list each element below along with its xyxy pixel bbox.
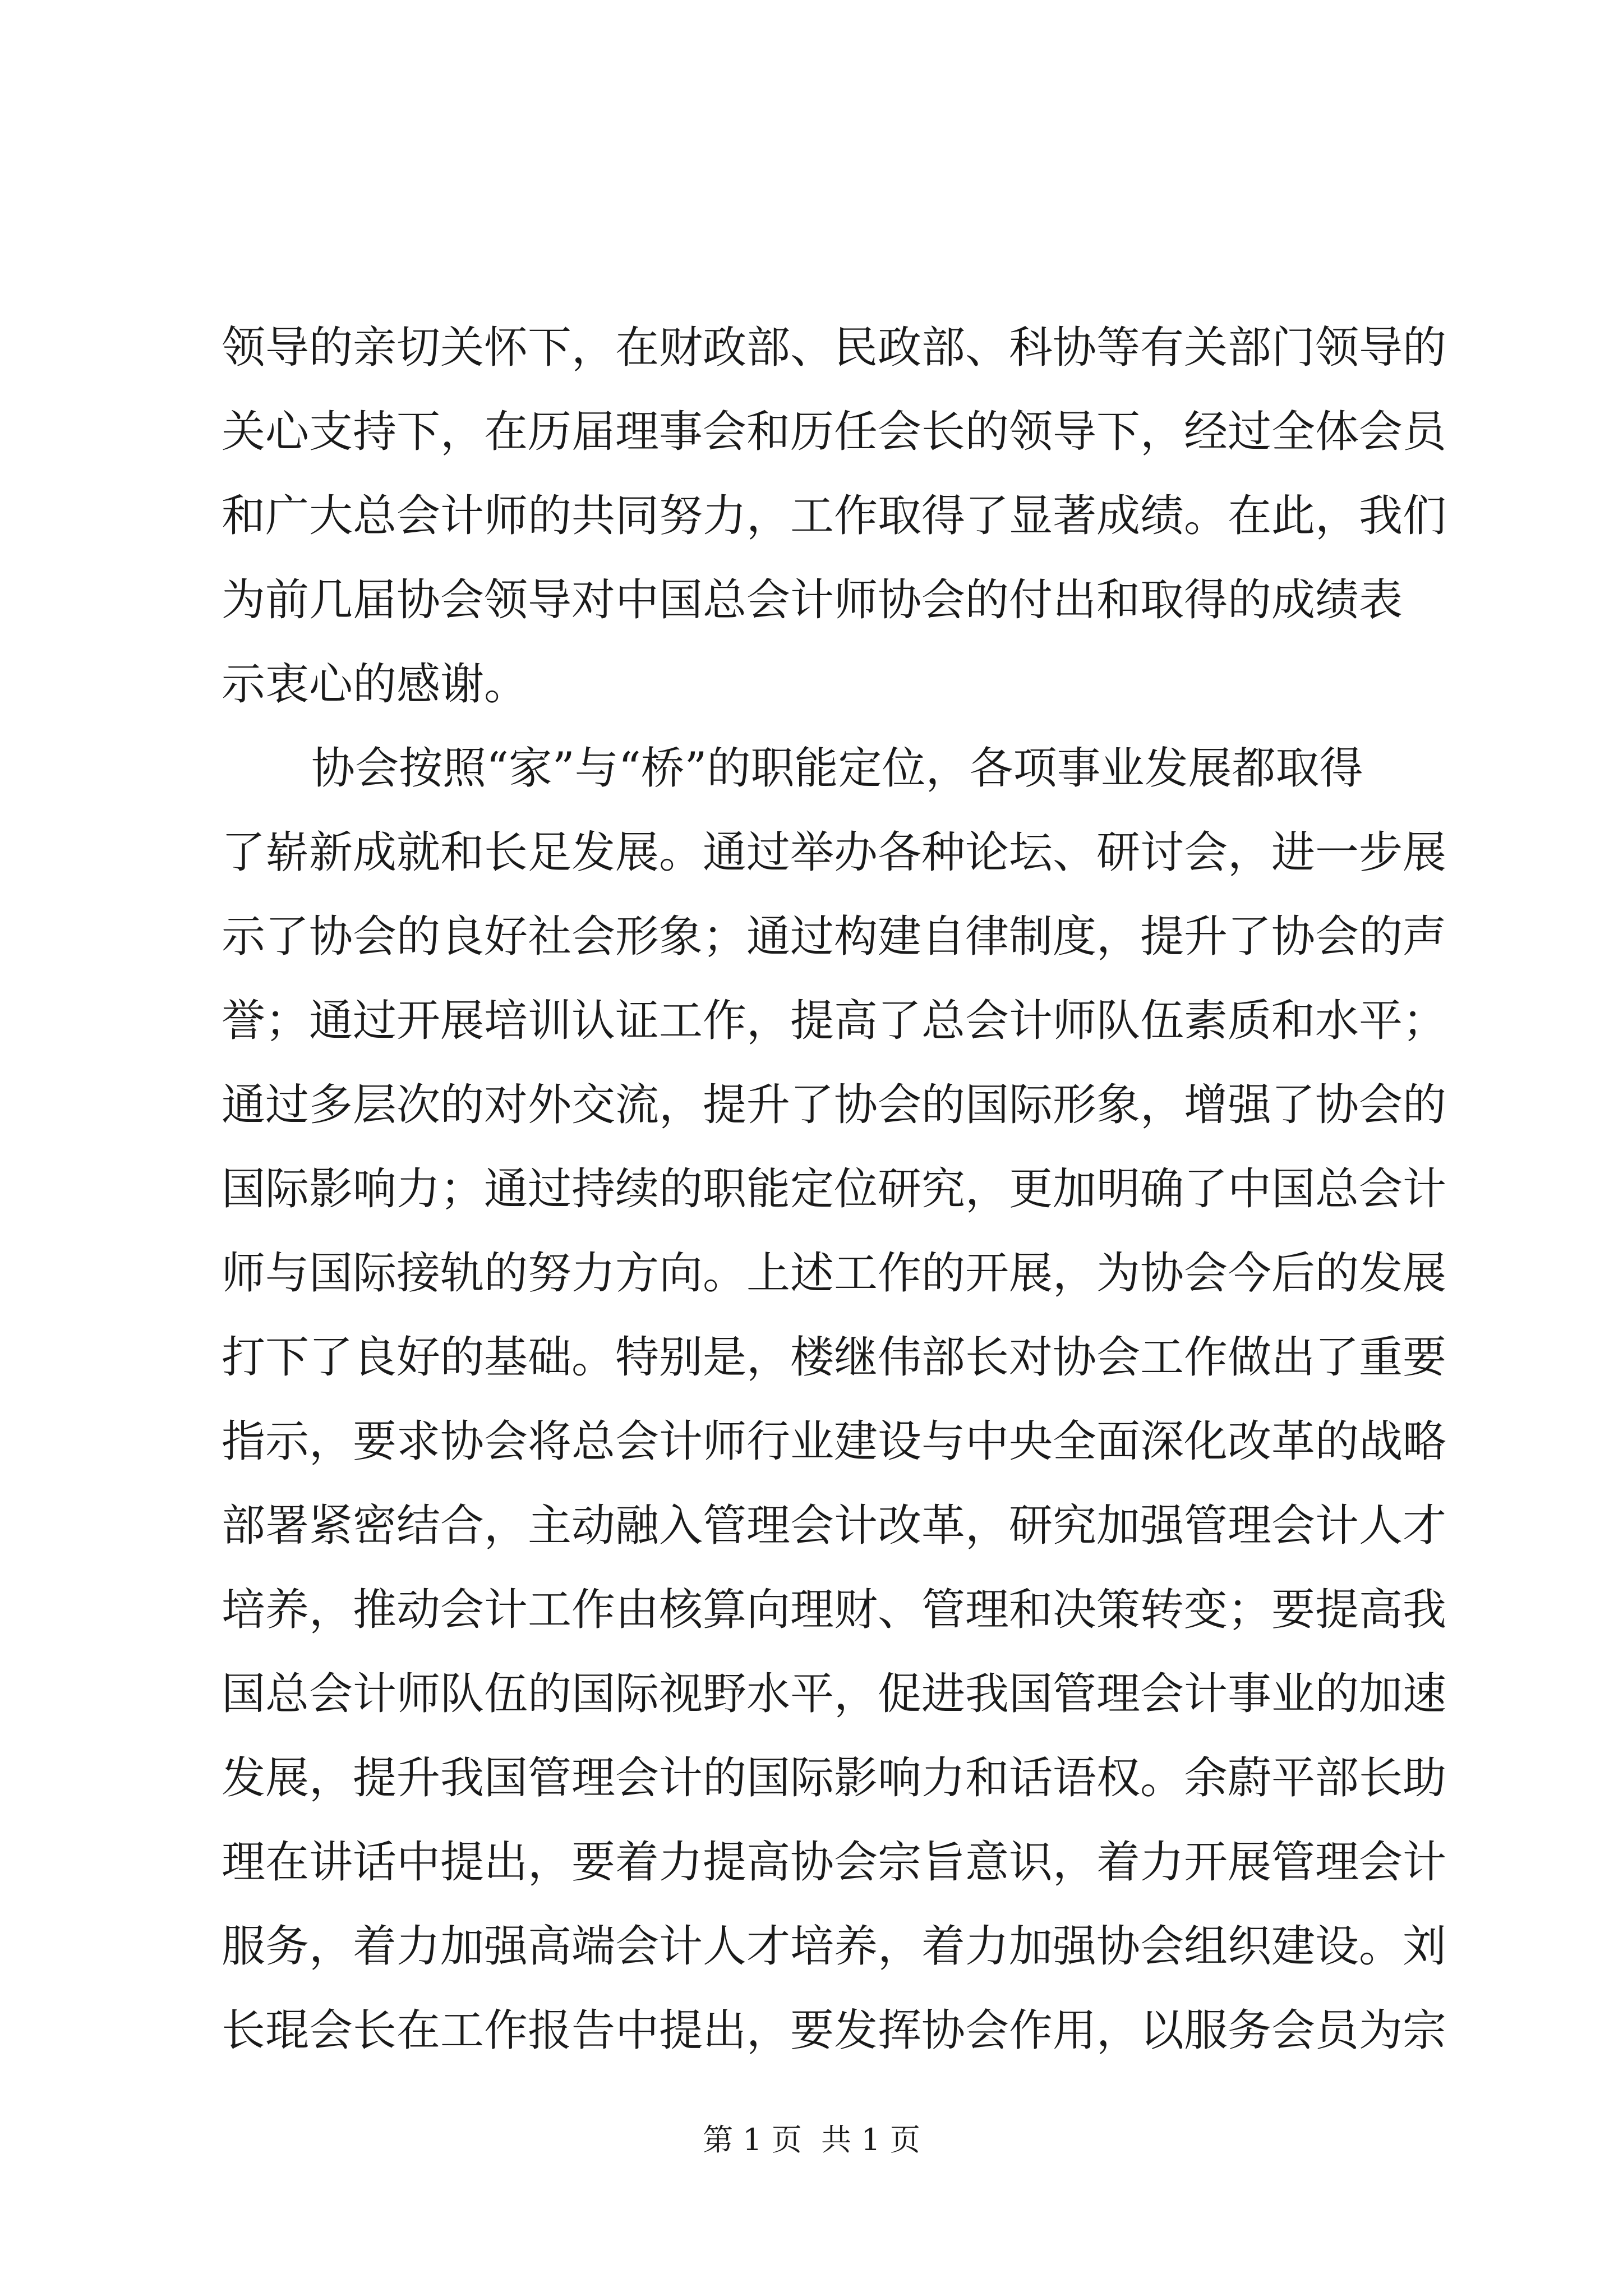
text-line: 理在讲话中提出，要着力提高协会宗旨意识，着力开展管理会计 [222,1837,1447,1888]
text-line: 打下了良好的基础。特别是，楼继伟部长对协会工作做出了重要 [222,1332,1447,1383]
text-line: 为前几届协会领导对中国总会计师协会的付出和取得的成绩表 [222,575,1403,625]
text-line: 领导的亲切关怀下，在财政部、民政部、科协等有关部门领导的 [222,323,1447,373]
text-line: 师与国际接轨的努力方向。上述工作的开展，为协会今后的发展 [222,1248,1447,1299]
text-line: 服务，着力加强高端会计人才培养，着力加强协会组织建设。刘 [222,1921,1447,1972]
text-line: 指示，要求协会将总会计师行业建设与中央全面深化改革的战略 [222,1416,1447,1467]
text-line: 示衷心的感谢。 [222,659,528,710]
body-text [222,306,1447,2073]
text-line: 长琨会长在工作报告中提出，要发挥协会作用，以服务会员为宗 [222,2005,1447,2056]
text-line: 示了协会的良好社会形象；通过构建自律制度，提升了协会的声 [222,912,1447,962]
text-line: 誉；通过开展培训认证工作，提高了总会计师队伍素质和水平； [222,996,1447,1046]
text-line: 和广大总会计师的共同努力，工作取得了显著成绩。在此，我们 [222,491,1447,541]
text-line: 部署紧密结合，主动融入管理会计改革，研究加强管理会计人才 [222,1501,1447,1551]
text-line: 培养，推动会计工作由核算向理财、管理和决策转变；要提高我 [222,1585,1447,1635]
text-line: 发展，提升我国管理会计的国际影响力和话语权。余蔚平部长助 [222,1753,1447,1803]
page-footer [0,2120,1623,2160]
page-number-label: 第 1 页 共 1 页 [703,2122,920,2157]
text-line: 了崭新成就和长足发展。通过举办各种论坛、研讨会，进一步展 [222,827,1447,878]
text-line: 关心支持下，在历届理事会和历任会长的领导下，经过全体会员 [222,407,1447,457]
paragraph-first-line: 协会按照“家”与“桥”的职能定位，各项事业发展都取得 [311,743,1363,794]
text-line: 通过多层次的对外交流，提升了协会的国际形象，增强了协会的 [222,1080,1447,1130]
text-line: 国总会计师队伍的国际视野水平，促进我国管理会计事业的加速 [222,1669,1447,1719]
text-line: 国际影响力；通过持续的职能定位研究，更加明确了中国总会计 [222,1164,1447,1214]
